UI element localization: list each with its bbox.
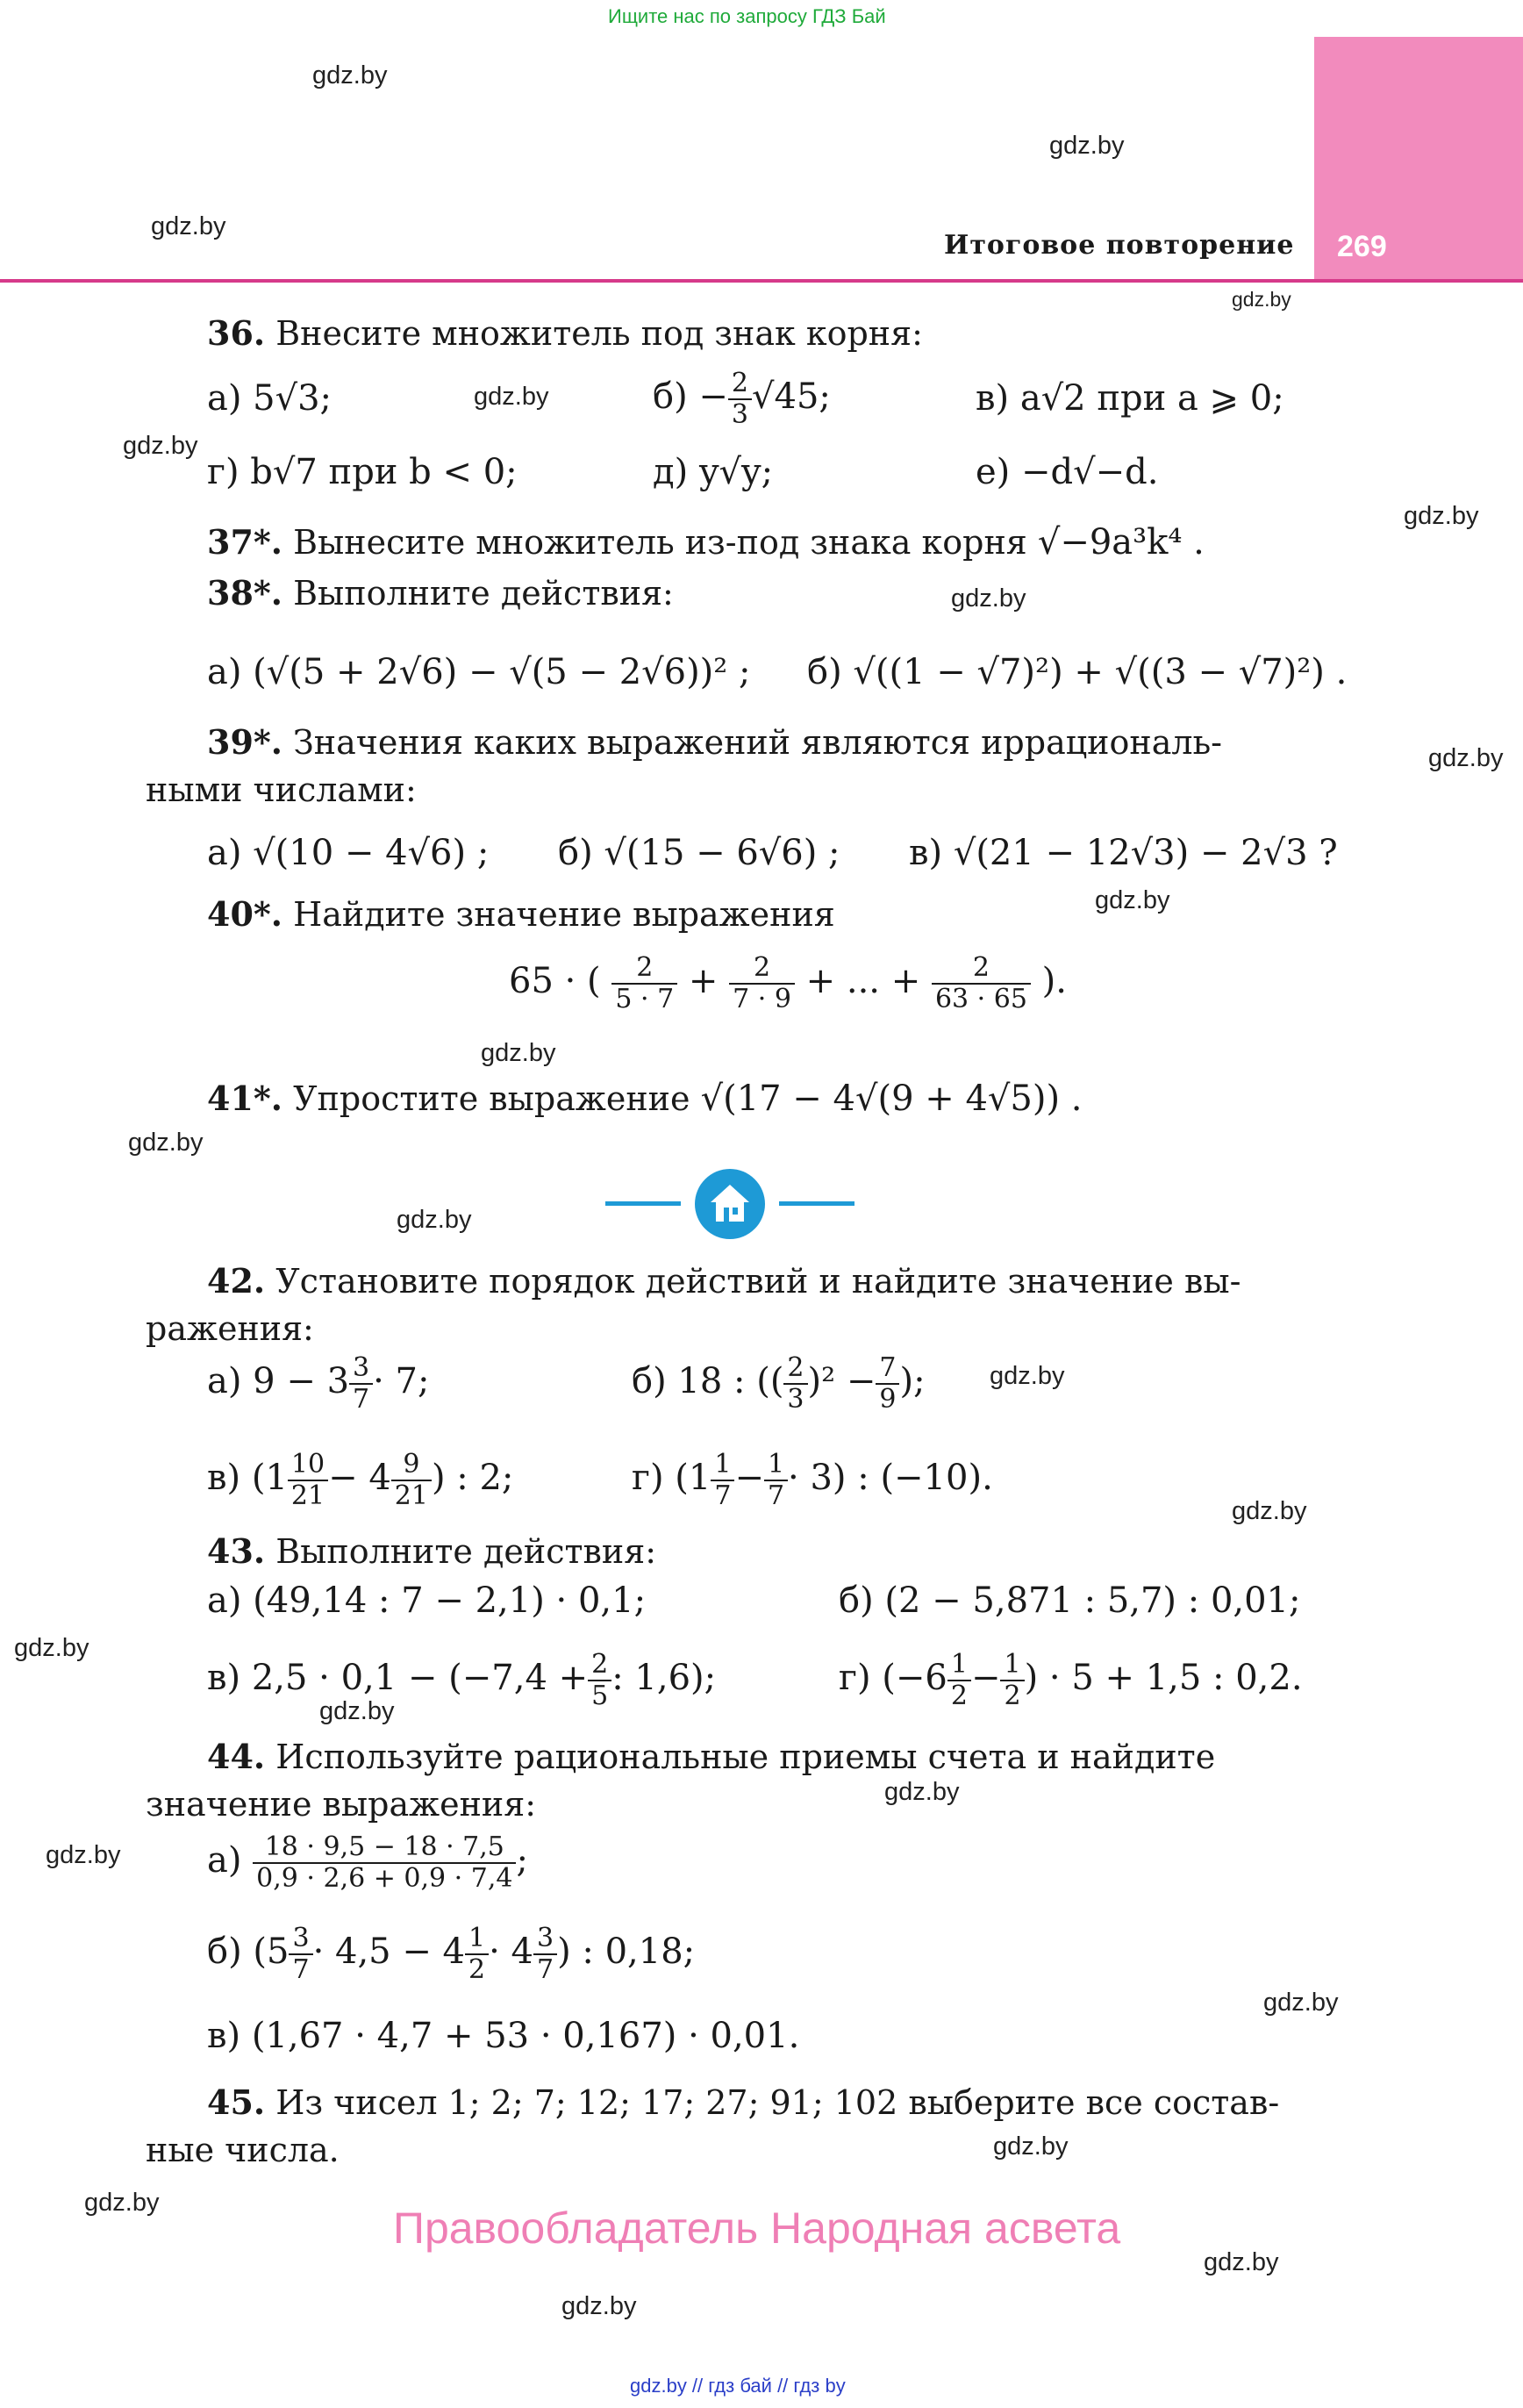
top-banner[interactable]: Ищите нас по запросу ГДЗ Бай bbox=[608, 5, 886, 27]
problem-43-d: г) (−6 $\frac{1}{2}$ − $\frac{1}{2}$ ) · 5 + 1,5 : 0,2. bbox=[839, 1649, 1303, 1711]
watermark: gdz.by bbox=[1095, 886, 1170, 914]
problem-40-expression: 65 · ( $\frac{2}{5 \cdot 7}$ + $\frac{2}{7 \cdot 9}$ + ... + $\frac{2}{63 \cdot 65}$ ). bbox=[509, 952, 1067, 1014]
fraction: $\frac{1}{7}$ bbox=[711, 1450, 734, 1511]
watermark: gdz.by bbox=[951, 584, 1026, 613]
watermark: gdz.by bbox=[312, 61, 388, 90]
fraction: $\frac{10}{21}$ bbox=[288, 1450, 328, 1511]
problem-39-line2: ными числами: bbox=[146, 770, 417, 809]
watermark: gdz.by bbox=[481, 1039, 556, 1067]
problem-39-line1: 39*. Значения каких выражений являются иррациональ- bbox=[207, 722, 1223, 762]
fraction: $\frac{1}{2}$ bbox=[465, 1924, 489, 1985]
fraction: $\frac{18 \cdot 9,5 - 18 \cdot 7,5}{0,9 \cdot 2,6 + 0,9 \cdot 7,4}$ bbox=[253, 1832, 516, 1894]
problem-36-heading: 36. Внесите множитель под знак корня: bbox=[207, 313, 923, 353]
watermark: gdz.by bbox=[993, 2132, 1069, 2161]
fraction: $\frac{1}{7}$ bbox=[764, 1450, 788, 1511]
watermark: gdz.by bbox=[1049, 132, 1125, 160]
problem-42-a: а) 9 − 3 $\frac{3}{7}$ · 7; bbox=[207, 1352, 430, 1415]
problem-44-line2: значение выражения: bbox=[146, 1785, 537, 1824]
problem-44-line1: 44. Используйте рациональные приемы счета и найдите bbox=[207, 1737, 1216, 1776]
fraction: $\frac{9}{21}$ bbox=[391, 1450, 432, 1511]
fraction: $\frac{2}{5 \cdot 7}$ bbox=[611, 953, 677, 1014]
watermark: gdz.by bbox=[151, 212, 226, 240]
watermark: gdz.by bbox=[1232, 288, 1291, 311]
watermark: gdz.by bbox=[14, 1634, 89, 1662]
problem-42-c: в) (1 $\frac{10}{21}$ − 4 $\frac{9}{21}$ ) : 2; bbox=[207, 1449, 514, 1511]
problem-41: 41*. Упростите выражение √(17 − 4√(9 + 4√5)) . bbox=[207, 1079, 1083, 1119]
fraction: $\frac{1}{2}$ bbox=[1000, 1650, 1024, 1711]
problem-36-d: г) b√7 при b < 0; bbox=[207, 452, 518, 492]
fraction: $\frac{2}{63 \cdot 65}$ bbox=[932, 953, 1031, 1014]
watermark: gdz.by bbox=[1428, 744, 1504, 772]
problem-36-f: е) −d√−d. bbox=[976, 452, 1159, 492]
problem-42-line1: 42. Установите порядок действий и найдите значение вы- bbox=[207, 1261, 1241, 1301]
problem-43-heading: 43. Выполните действия: bbox=[207, 1531, 656, 1571]
watermark: gdz.by bbox=[1263, 1989, 1339, 2017]
header-rule bbox=[0, 279, 1523, 283]
problem-40-heading: 40*. Найдите значение выражения bbox=[207, 894, 835, 934]
problem-45-line2: ные числа. bbox=[146, 2131, 340, 2169]
fraction: $\frac{3}{7}$ bbox=[533, 1924, 557, 1985]
watermark: gdz.by bbox=[319, 1697, 395, 1725]
fraction: $\frac{2}{5}$ bbox=[588, 1650, 611, 1711]
problem-42-line2: ражения: bbox=[146, 1309, 314, 1348]
problem-42-d: г) (1 $\frac{1}{7}$ − $\frac{1}{7}$ · 3) : (−10). bbox=[632, 1449, 993, 1511]
problem-36-e: д) y√y; bbox=[653, 452, 774, 492]
problem-38-b: б) √((1 − √7)²) + √((3 − √7)²) . bbox=[807, 652, 1348, 692]
problem-36-c: в) a√2 при a ⩾ 0; bbox=[976, 378, 1284, 419]
watermark: gdz.by bbox=[1232, 1497, 1307, 1525]
problem-43-c: в) 2,5 · 0,1 − (−7,4 + $\frac{2}{5}$ : 1,6); bbox=[207, 1649, 717, 1711]
watermark: gdz.by bbox=[123, 432, 198, 460]
problem-36-a: а) 5√3; bbox=[207, 378, 332, 419]
problem-42-b: б) 18 : (( $\frac{2}{3}$ )² − $\frac{7}{9}$ ); bbox=[632, 1352, 926, 1415]
watermark: gdz.by bbox=[474, 383, 549, 411]
problem-45-line1: 45. Из чисел 1; 2; 7; 12; 17; 27; 91; 102 выберите все состав- bbox=[207, 2082, 1280, 2122]
problem-39-b: б) √(15 − 6√6) ; bbox=[558, 833, 840, 873]
fraction: $\frac{2}{7 \cdot 9}$ bbox=[729, 953, 795, 1014]
divider-line-right bbox=[779, 1201, 854, 1206]
fraction: $\frac{7}{9}$ bbox=[876, 1353, 899, 1415]
problem-44-b: б) (5 $\frac{3}{7}$ · 4,5 − 4 $\frac{1}{2}$ · 4 $\frac{3}{7}$ ) : 0,18; bbox=[207, 1923, 696, 1985]
problem-43-b: б) (2 − 5,871 : 5,7) : 0,01; bbox=[839, 1580, 1301, 1621]
fraction: $\frac{2}{3}$ bbox=[783, 1353, 807, 1415]
house-icon bbox=[695, 1169, 765, 1239]
watermark: gdz.by bbox=[884, 1778, 960, 1806]
watermark: gdz.by bbox=[561, 2292, 637, 2320]
problem-39-c: в) √(21 − 12√3) − 2√3 ? bbox=[909, 833, 1338, 873]
watermark: gdz.by bbox=[397, 1206, 472, 1234]
problem-44-a: а) $\frac{18 \cdot 9,5 - 18 \cdot 7,5}{0,9 \cdot 2,6 + 0,9 \cdot 7,4}$ ; bbox=[207, 1831, 528, 1894]
fraction: $\frac{1}{2}$ bbox=[947, 1650, 971, 1711]
watermark: gdz.by bbox=[1204, 2248, 1279, 2276]
problem-44-c: в) (1,67 · 4,7 + 53 · 0,167) · 0,01. bbox=[207, 2016, 800, 2056]
watermark: gdz.by bbox=[84, 2189, 160, 2217]
problem-43-a: а) (49,14 : 7 − 2,1) · 0,1; bbox=[207, 1580, 647, 1621]
watermark: gdz.by bbox=[990, 1362, 1065, 1390]
fraction: $\frac{3}{7}$ bbox=[289, 1924, 312, 1985]
watermark: gdz.by bbox=[1404, 502, 1479, 530]
problem-37: 37*. Вынесите множитель из-под знака корня √−9a³k⁴ . bbox=[207, 522, 1205, 563]
footer-links[interactable]: gdz.by // гдз бай // гдз by bbox=[630, 2375, 846, 2397]
problem-36-b: б) − $\frac{2}{3}$ √45; bbox=[653, 368, 831, 430]
divider-line-left bbox=[605, 1201, 681, 1206]
watermark: gdz.by bbox=[46, 1841, 121, 1869]
page-number: 269 bbox=[1337, 230, 1387, 263]
fraction: $\frac{2}{3}$ bbox=[728, 369, 752, 430]
fraction: $\frac{3}{7}$ bbox=[349, 1353, 373, 1415]
watermark: gdz.by bbox=[128, 1129, 204, 1157]
problem-38-a: а) (√(5 + 2√6) − √(5 − 2√6))² ; bbox=[207, 652, 751, 692]
section-title: Итоговое повторение bbox=[944, 230, 1295, 261]
copyright-notice: Правообладатель Народная асвета bbox=[393, 2204, 1121, 2253]
problem-39-a: а) √(10 − 4√6) ; bbox=[207, 833, 490, 873]
problem-38-heading: 38*. Выполните действия: bbox=[207, 573, 674, 613]
